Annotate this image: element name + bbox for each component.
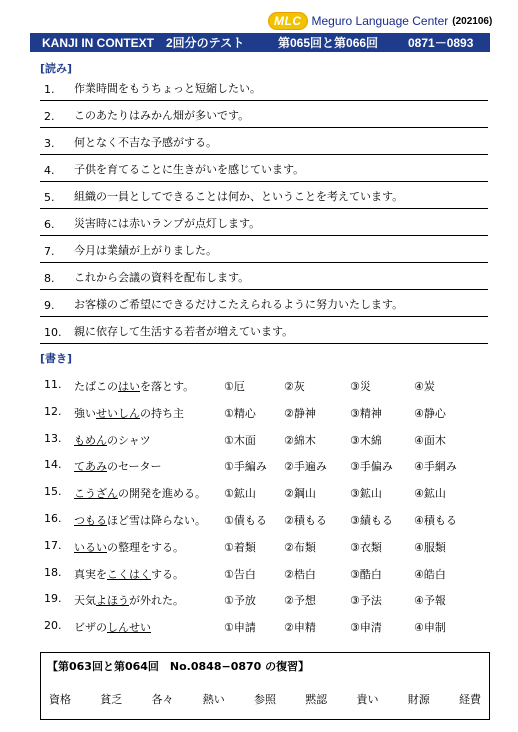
reading-sentence: このあたりはみかん畑が多いです。: [74, 109, 250, 122]
item-number: 1.: [44, 83, 55, 96]
answer-option: ④服類: [414, 540, 446, 554]
answer-option: ④鉱山: [414, 487, 446, 501]
reading-sentence: 今月は業績が上がりました。: [74, 244, 217, 257]
reading-sentence: 災害時には赤いランプが点灯します。: [74, 217, 261, 230]
review-word: 各々: [151, 693, 174, 706]
reading-sentence: お客様のご希望にできるだけこたえられるように努力いたします。: [74, 298, 404, 311]
logo-badge: MLC: [268, 12, 308, 30]
writing-item: [40, 533, 490, 559]
header-range: 0871－0893: [408, 36, 474, 50]
target-reading: はい: [118, 380, 140, 393]
item-number: 2.: [44, 110, 55, 123]
review-title: 【第063回と第064回 No.0848−0870 の復習】: [47, 660, 310, 673]
review-word: 黙認: [305, 693, 328, 706]
answer-option: ②梏白: [284, 567, 316, 581]
header-title: KANJI IN CONTEXT 2回分のテスト: [42, 36, 245, 50]
writing-item: [40, 586, 490, 612]
header-bar: [30, 33, 490, 52]
writing-item: [40, 479, 490, 505]
answer-option: ③手偏み: [350, 460, 393, 474]
answer-option: ③精神: [350, 406, 382, 420]
sentence-part: たばこの: [74, 380, 118, 393]
answer-option: ②鋼山: [284, 487, 316, 501]
header-lessons: 第065回と第066回: [278, 36, 379, 50]
writing-sentence: [74, 592, 184, 608]
writing-item: [40, 506, 490, 532]
reading-sentence: 作業時間をもうちょっと短縮したい。: [74, 82, 261, 95]
sentence-part: ビザの: [74, 621, 107, 635]
item-number: 3.: [44, 137, 55, 150]
sentence-part: の整理をする。: [107, 540, 184, 554]
answer-option: ②手遍み: [284, 460, 327, 474]
writing-item: [40, 560, 490, 586]
reading-sentence: 何となく不吉な予感がする。: [74, 136, 217, 149]
answer-option: ②積もる: [284, 514, 327, 527]
reading-item: [40, 128, 488, 155]
writing-item: [40, 372, 490, 398]
answer-option: ②予想: [284, 594, 316, 608]
sentence-part: 強い: [74, 406, 96, 420]
sentence-part: する。: [151, 567, 184, 581]
target-reading: もめん: [74, 433, 107, 447]
review-word-list: [49, 691, 481, 707]
writing-sentence: [74, 378, 194, 394]
answer-option: ①着類: [224, 540, 256, 554]
reading-item: [40, 155, 488, 182]
writing-sentence: [74, 539, 184, 555]
target-reading: いるい: [74, 540, 107, 554]
review-word: 貴い: [356, 693, 379, 706]
reading-sentence: 組織の一員としてできることは何か、ということを考えています。: [74, 190, 404, 203]
review-word: 経費: [459, 693, 481, 706]
item-number: 6.: [44, 218, 55, 231]
review-word: 参照: [254, 693, 276, 706]
reading-item: [40, 236, 488, 263]
item-number: 15.: [44, 485, 62, 499]
target-reading: せいしん: [96, 406, 140, 420]
answer-option: ④積もる: [414, 514, 457, 527]
answer-option: ①手編み: [224, 460, 267, 474]
answer-option: ③木綿: [350, 433, 382, 447]
answer-option: ①告白: [224, 567, 256, 581]
target-reading: てあみ: [74, 460, 107, 474]
writing-sentence: [74, 619, 151, 635]
sentence-part: の開発を進める。: [118, 487, 206, 501]
reading-sentence: 親に依存して生活する若者が増えています。: [74, 325, 294, 338]
item-number: 12.: [44, 404, 62, 418]
reading-item: [40, 101, 488, 128]
sentence-part: ほど雪は降らない。: [107, 514, 206, 527]
answer-option: ①鉱山: [224, 487, 256, 501]
answer-option: ④皓白: [414, 567, 446, 581]
sentence-part: のシャツ: [107, 433, 151, 447]
writing-item: [40, 426, 490, 452]
answer-option: ③酷白: [350, 567, 382, 581]
review-word: 財源: [407, 693, 430, 706]
answer-option: ③衣類: [350, 540, 382, 554]
item-number: 8.: [44, 272, 55, 285]
sentence-part: 真実を: [74, 567, 107, 581]
answer-option: ④面木: [414, 433, 446, 447]
target-reading: つもる: [74, 514, 107, 527]
answer-option: ④申制: [414, 621, 446, 635]
answer-option: ②静神: [284, 406, 316, 420]
answer-option: ④予報: [414, 594, 446, 608]
item-number: 5.: [44, 191, 55, 204]
item-number: 7.: [44, 245, 55, 258]
target-reading: こくはく: [107, 567, 151, 581]
reading-item: [40, 317, 488, 344]
answer-option: ③災: [350, 380, 371, 393]
writing-sentence: [74, 512, 206, 528]
sentence-part: 天気: [74, 594, 96, 608]
answer-option: ④静心: [414, 406, 446, 420]
reading-item: [40, 209, 488, 236]
target-reading: しんせい: [107, 621, 151, 635]
item-number: 13.: [44, 431, 62, 445]
item-number: 17.: [44, 538, 62, 552]
answer-option: ③績もる: [350, 514, 393, 527]
writing-item: [40, 452, 490, 478]
target-reading: こうざん: [74, 487, 118, 501]
item-number: 10.: [44, 326, 62, 339]
answer-option: ②灰: [284, 380, 305, 393]
reading-sentence: 子供を育てることに生きがいを感じています。: [74, 163, 305, 176]
answer-option: ④手網み: [414, 460, 457, 474]
item-number: 4.: [44, 164, 55, 177]
writing-item: [40, 399, 490, 425]
logo: [268, 10, 492, 32]
reading-item: [40, 182, 488, 209]
review-word: 熱い: [202, 693, 225, 706]
item-number: 16.: [44, 512, 62, 525]
item-number: 20.: [44, 619, 62, 633]
writing-sentence: [74, 485, 206, 501]
answer-option: ②申精: [284, 621, 316, 635]
answer-option: ③鉱山: [350, 487, 382, 501]
answer-option: ①厄: [224, 380, 245, 393]
item-number: 11.: [44, 378, 62, 391]
target-reading: よほう: [96, 594, 129, 608]
writing-sentence: [74, 458, 162, 474]
reading-item: [40, 263, 488, 290]
writing-sentence: [74, 566, 184, 582]
logo-name: Meguro Language Center: [311, 14, 449, 28]
answer-option: ①精心: [224, 406, 256, 420]
answer-option: ③申清: [350, 621, 382, 635]
logo-code: (202106): [452, 15, 493, 27]
item-number: 9.: [44, 299, 55, 312]
writing-sentence: [74, 405, 184, 421]
review-word: 貧乏: [100, 693, 123, 706]
answer-option: ④炭: [414, 380, 435, 393]
sentence-part: の持ち主: [140, 406, 184, 420]
answer-option: ①予放: [224, 594, 256, 608]
reading-sentence: これから会議の資料を配布します。: [74, 271, 250, 284]
item-number: 19.: [44, 592, 62, 606]
writing-sentence: [74, 432, 151, 448]
sentence-part: のセーター: [107, 460, 162, 474]
answer-option: ③予法: [350, 594, 382, 608]
answer-option: ①債もる: [224, 514, 267, 527]
reading-item: [40, 290, 488, 317]
answer-option: ②綿木: [284, 433, 316, 447]
answer-option: ①木面: [224, 433, 256, 447]
review-box: [40, 652, 490, 720]
answer-option: ②布類: [284, 540, 316, 554]
sentence-part: を落とす。: [140, 380, 195, 393]
writing-label: [書き]: [40, 352, 73, 365]
answer-option: ①申請: [224, 621, 256, 635]
item-number: 14.: [44, 458, 62, 472]
item-number: 18.: [44, 565, 62, 579]
sentence-part: が外れた。: [129, 594, 184, 608]
reading-label: [読み]: [40, 62, 73, 75]
review-word: 資格: [49, 693, 71, 706]
writing-item: [40, 613, 490, 639]
reading-item: [40, 74, 488, 101]
